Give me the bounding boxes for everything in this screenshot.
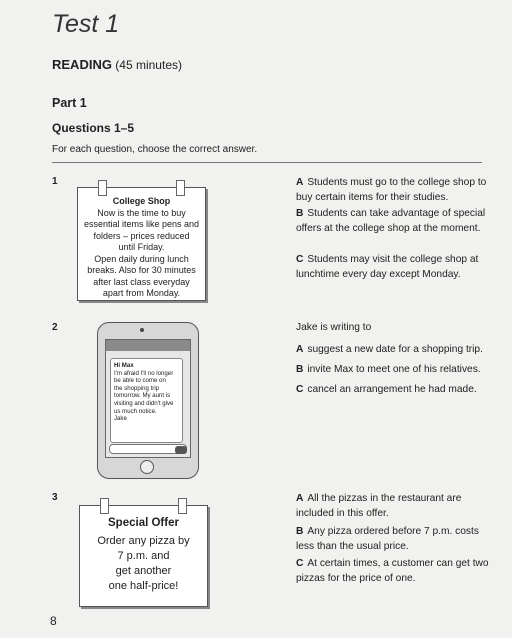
notice-line: get another bbox=[115, 565, 172, 577]
message-line: I'm afraid I'll no longer bbox=[114, 369, 174, 377]
option-letter: C bbox=[296, 384, 304, 395]
option-letter: A bbox=[296, 493, 304, 504]
send-icon bbox=[175, 446, 187, 454]
option-letter: C bbox=[296, 558, 304, 569]
question-number-1: 1 bbox=[52, 176, 58, 187]
section-name: READING bbox=[52, 57, 112, 72]
message-line: visiting and didn't give bbox=[114, 399, 174, 407]
option-text: All the pizzas in the restaurant are included in this offer. bbox=[296, 493, 462, 519]
message-header-bar bbox=[106, 340, 190, 351]
message-line: us much notice. bbox=[114, 407, 157, 415]
option-text: invite Max to meet one of his relatives. bbox=[307, 364, 481, 375]
q3-option-a[interactable] bbox=[296, 492, 491, 521]
notice-line: Now is the time to buy bbox=[97, 207, 186, 218]
option-letter: C bbox=[296, 254, 304, 265]
camera-icon bbox=[140, 328, 144, 332]
test-title: Test 1 bbox=[52, 10, 120, 38]
notice-line: folders – prices reduced bbox=[93, 230, 190, 241]
divider bbox=[52, 162, 482, 163]
option-letter: B bbox=[296, 364, 304, 375]
instruction-text: For each question, choose the correct answer. bbox=[52, 144, 258, 155]
section-heading bbox=[52, 57, 182, 72]
option-letter: B bbox=[296, 208, 304, 219]
questions-heading: Questions 1–5 bbox=[52, 121, 135, 135]
text-message bbox=[110, 358, 183, 443]
question-number-3: 3 bbox=[52, 492, 58, 503]
phone-illustration bbox=[97, 322, 199, 479]
notice-title: Special Offer bbox=[108, 517, 179, 529]
option-text: cancel an arrangement he had made. bbox=[307, 384, 477, 395]
q1-option-b[interactable] bbox=[296, 207, 491, 236]
tape-right bbox=[176, 180, 185, 196]
option-letter: B bbox=[296, 526, 304, 537]
option-letter: A bbox=[296, 344, 304, 355]
option-text: At certain times, a customer can get two pizzas for the price of one. bbox=[296, 558, 489, 584]
q2-option-a[interactable] bbox=[296, 343, 491, 358]
tape-right bbox=[178, 498, 187, 514]
q3-option-b[interactable] bbox=[296, 525, 491, 554]
notice-line: essential items like pens and bbox=[83, 219, 200, 229]
special-offer-notice bbox=[79, 505, 208, 607]
notice-line: Open daily during lunch bbox=[94, 253, 189, 264]
page-number: 8 bbox=[50, 614, 57, 628]
tape-left bbox=[98, 180, 107, 196]
home-button-icon bbox=[140, 460, 154, 474]
notice-title: College Shop bbox=[112, 196, 171, 206]
message-line: the shopping trip bbox=[114, 384, 160, 392]
q2-option-c[interactable] bbox=[296, 383, 491, 398]
message-signature: Jake bbox=[114, 415, 127, 423]
question-number-2: 2 bbox=[52, 322, 58, 333]
option-letter: A bbox=[296, 177, 304, 188]
q2-option-b[interactable] bbox=[296, 363, 491, 378]
notice-line: apart from Monday. bbox=[102, 288, 181, 298]
q1-option-c[interactable] bbox=[296, 253, 491, 282]
section-duration: (45 minutes) bbox=[115, 58, 182, 72]
message-line: tomorrow. My aunt is bbox=[114, 392, 171, 400]
notice-line: until Friday. bbox=[118, 242, 165, 252]
message-line: be able to come on bbox=[114, 377, 166, 385]
notice-line: after last class everyday bbox=[93, 276, 190, 287]
option-text: Any pizza ordered before 7 p.m. costs less than the usual price. bbox=[296, 526, 479, 552]
notice-line: one half-price! bbox=[108, 580, 179, 592]
option-text: Students must go to the college shop to buy certain items for their studies. bbox=[296, 177, 487, 203]
option-text: Students may visit the college shop at lunchtime every day except Monday. bbox=[296, 254, 479, 280]
notice-line: Order any pizza by bbox=[97, 535, 190, 547]
phone-screen bbox=[105, 339, 191, 458]
tape-left bbox=[100, 498, 109, 514]
notice-line: 7 p.m. and bbox=[117, 550, 170, 562]
message-greeting: Hi Max bbox=[114, 362, 134, 369]
option-text: Students can take advantage of special offers at the college shop at the moment. bbox=[296, 208, 486, 234]
q3-option-c[interactable] bbox=[296, 557, 491, 586]
part-heading: Part 1 bbox=[52, 96, 87, 110]
college-shop-notice bbox=[77, 187, 206, 301]
q1-option-a[interactable] bbox=[296, 176, 491, 205]
q2-stem: Jake is writing to bbox=[296, 322, 372, 333]
notice-line: breaks. Also for 30 minutes bbox=[87, 265, 196, 275]
option-text: suggest a new date for a shopping trip. bbox=[307, 344, 483, 355]
